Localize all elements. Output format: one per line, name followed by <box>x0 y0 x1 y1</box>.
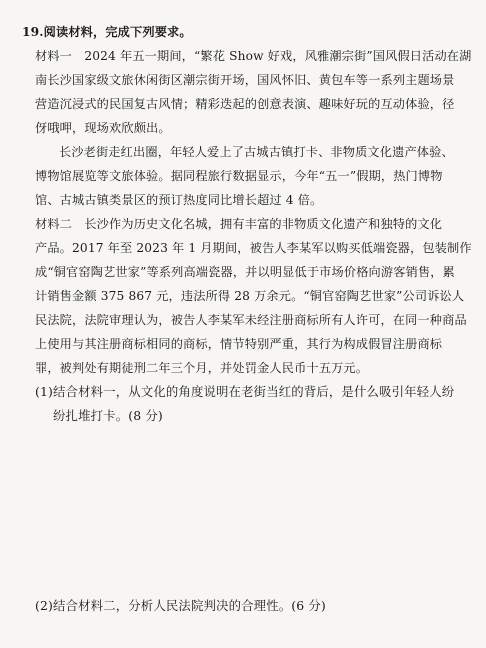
material2-line-5: 民法院，法院审理认为，被告人李某军未经注册商标所有人许可，在同一种商品 <box>35 313 467 327</box>
material2-line-7: 罪，被判处有期徒刑二年三个月，并处罚金人民币十五万元。 <box>35 361 369 375</box>
material2-line-4: 计销售金额 375 867 元，违法所得 28 万余元。“铜官窑陶艺世家”公司诉讼人 <box>35 289 465 303</box>
material1-line-5: 长沙老街走红出圈，年轻人爱上了古城古镇打卡、非物质文化遗产体验、 <box>59 145 454 159</box>
material1-line-2: 南长沙国家级文旅休闲街区潮宗街开场，国风怀旧、黄包车等一系列主题场景 <box>35 73 455 87</box>
sub-question-2: (2)结合材料二，分析人民法院判决的合理性。(6 分) <box>35 598 326 613</box>
material2-line-1: 材料二 长沙作为历史文化名城，拥有丰富的非物质文化遗产和独特的文化 <box>35 217 443 231</box>
material2-line-6: 上使用与其注册商标相同的商标，情节特别严重，其行为构成假冒注册商标 <box>35 337 443 351</box>
material2-line-2: 产品。2017 年至 2023 年 1 月期间，被告人李某军以购买低端瓷器，包装制作 <box>35 241 472 255</box>
material1-line-6: 博物馆展览等文旅体验。据同程旅行数据显示，今年“五一”假期，热门博物 <box>35 169 443 183</box>
material1-line-3: 营造沉浸式的民国复古风情；精彩迭起的创意表演、趣味好玩的互动体验，径 <box>35 97 455 111</box>
material1-line-4: 伢哦呷，现场欢欣颇出。 <box>35 121 171 135</box>
question-heading: 19.阅读材料，完成下列要求。 <box>22 25 192 39</box>
material1-line-7: 馆、古城古镇类景区的预订热度同比增长超过 4 倍。 <box>35 193 323 207</box>
material2-line-3: 成“铜官窑陶艺世家”等系列高端瓷器，并以明显低于市场价格向游客销售，累 <box>35 265 455 279</box>
sub-question-1-line-1: (1)结合材料一，从文化的角度说明在老街当红的背后，是什么吸引年轻人纷 <box>35 384 455 399</box>
material1-line-1: 材料一 2024 年五一期间，“繁花 Show 好戏，风雅潮宗街”国风假日活动在湖 <box>35 49 472 63</box>
sub-question-1-line-2: 纷扎堆打卡。(8 分) <box>53 408 163 423</box>
